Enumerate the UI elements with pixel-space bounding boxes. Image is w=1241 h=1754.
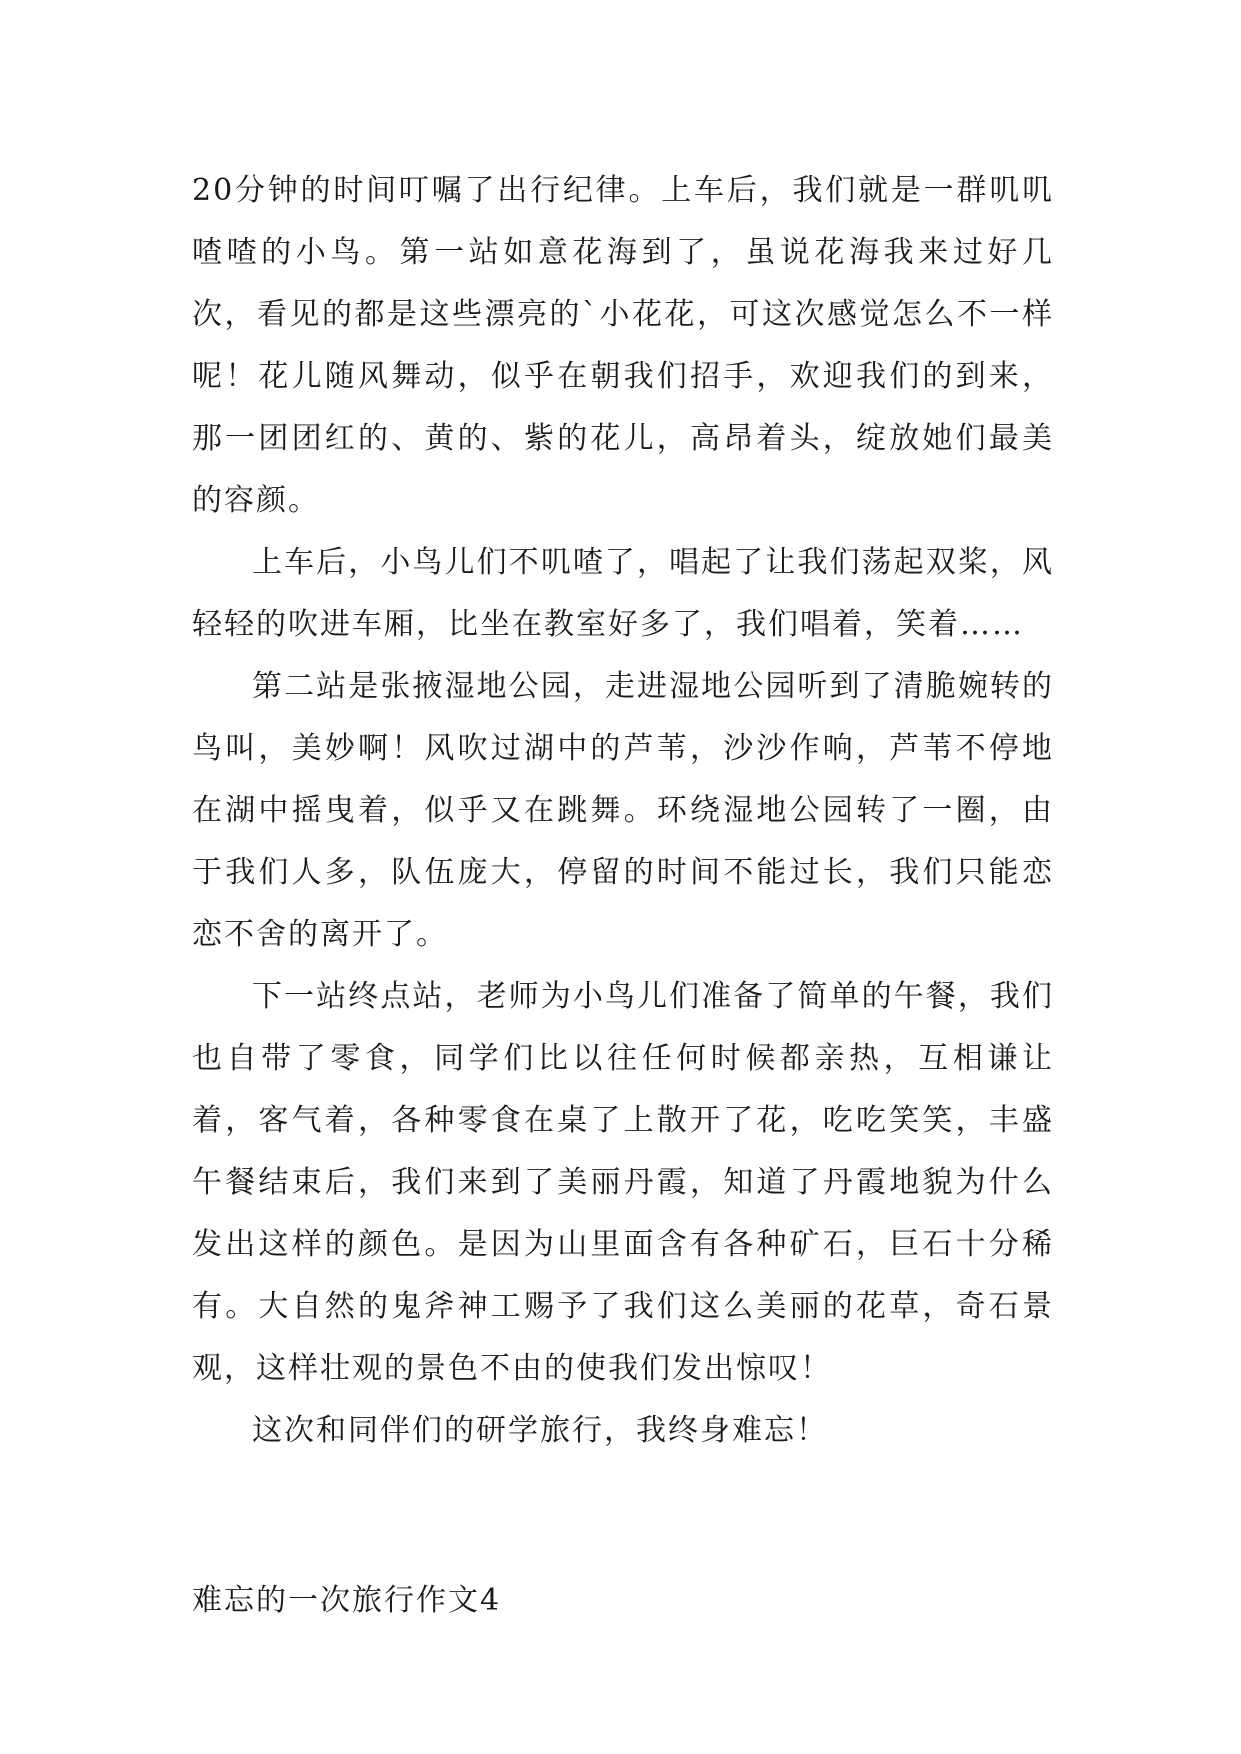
section-heading: 难忘的一次旅行作文4 — [192, 1583, 502, 1618]
paragraph-4: 下一站终点站，老师为小鸟儿们准备了简单的午餐，我们也自带了零食，同学们比以往任何时候都亲热，互相谦让着，客气着，各种零食在桌了上散开了花，吃吃笑笑，丰盛午餐结束后，我们来到了美丽丹霞，知道了丹霞地貌为什么发出这样的颜色。是因为山里面含有各种矿石，巨石十分稀有。大自然的鬼斧神工赐予了我们这么美丽的花草，奇石景观，这样壮观的景色不由的使我们发出惊叹！ — [192, 979, 1054, 1386]
document-page — [192, 160, 1054, 1632]
paragraph-3: 第二站是张掖湿地公园，走进湿地公园听到了清脆婉转的鸟叫，美妙啊！风吹过湖中的芦苇，沙沙作响，芦苇不停地在湖中摇曳着，似乎又在跳舞。环绕湿地公园转了一圈，由于我们人多，队伍庞大，停留的时间不能过长，我们只能恋恋不舍的离开了。 — [192, 669, 1054, 952]
paragraph-1: 20分钟的时间叮嘱了出行纪律。上车后，我们就是一群叽叽喳喳的小鸟。第一站如意花海到了，虽说花海我来过好几次，看见的都是这些漂亮的`小花花，可这次感觉怎么不一样呢！花儿随风舞动，似乎在朝我们招手，欢迎我们的到来，那一团团红的、黄的、紫的花儿，高昂着头，绽放她们最美的容颜。 — [192, 173, 1054, 518]
paragraph-2: 上车后，小鸟儿们不叽喳了，唱起了让我们荡起双桨，风轻轻的吹进车厢，比坐在教室好多了，我们唱着，笑着…… — [192, 545, 1054, 642]
paragraph-5: 这次和同伴们的研学旅行，我终身难忘！ — [252, 1413, 828, 1448]
